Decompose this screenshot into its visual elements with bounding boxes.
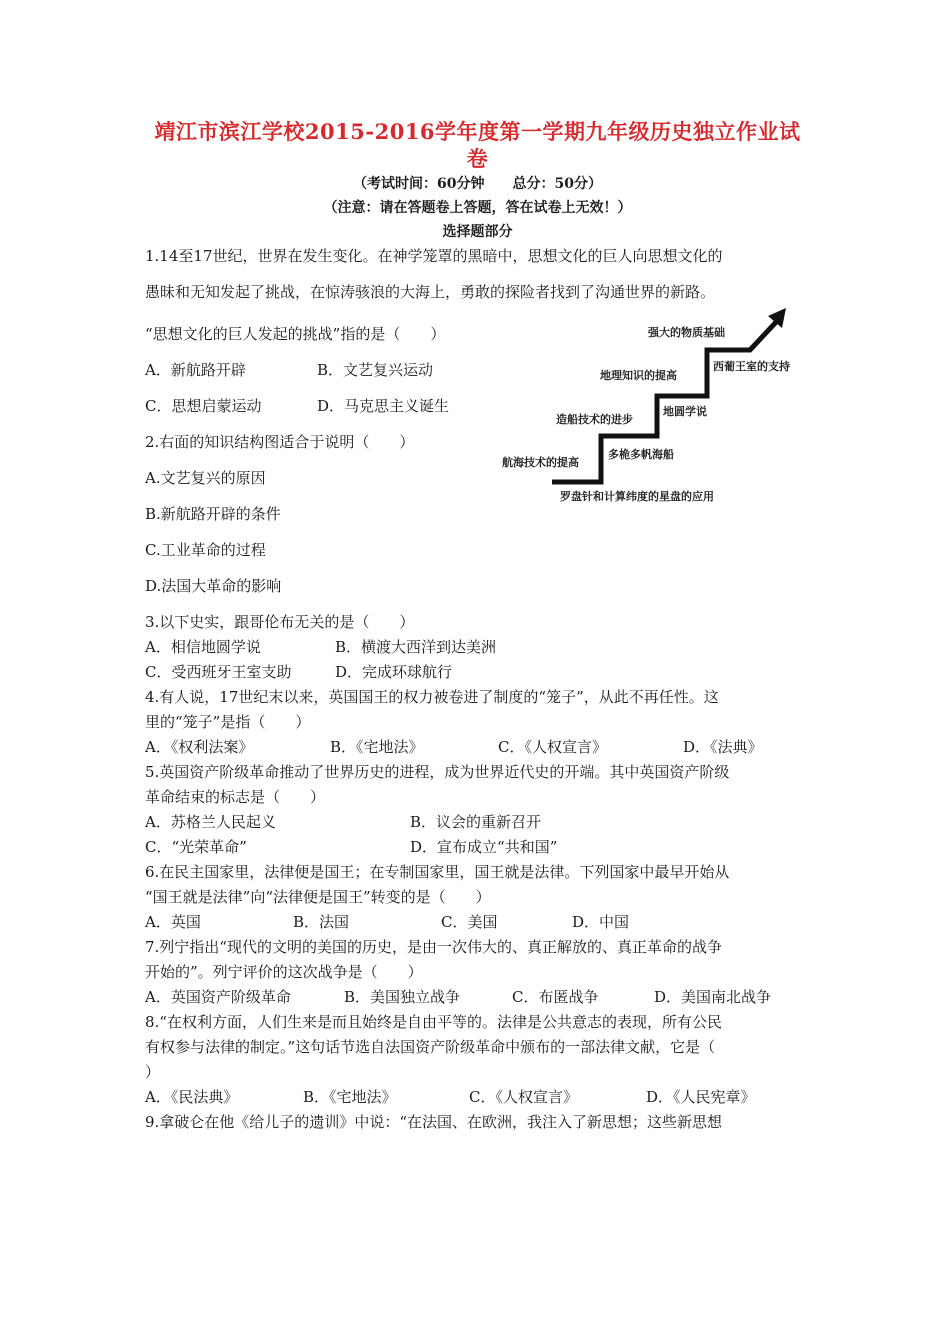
option-row [145, 835, 810, 860]
question-text: 9.拿破仑在他《给儿子的遗训》中说：“在法国、在欧洲，我注入了新思想；这些新思想 [145, 1113, 722, 1131]
knowledge-structure-diagram [500, 300, 810, 510]
exam-title: 靖江市滨江学校2015-2016学年度第一学期九年级历史独立作业试 卷 [154, 119, 801, 171]
question-text: ） [145, 1063, 161, 1081]
question-text: 有权参与法律的制定。”这句话节选自法国资产阶级革命中颁布的一部法律文献，它是（ [145, 1038, 716, 1056]
option-d: D．美国南北战争 [654, 988, 772, 1006]
option-b: B．议会的重新召开 [410, 813, 542, 831]
question-text: 革命结束的标志是（ ） [145, 788, 326, 806]
question-stem: “思想文化的巨人发起的挑战”指的是（ ） [145, 325, 446, 343]
option-d: D．中国 [572, 913, 630, 931]
option-row [145, 635, 810, 660]
exam-notice: （注意：请在答题卷上答题，答在试卷上无效！） [323, 200, 632, 216]
exam-info: （考试时间：60分钟 总分：50分） [353, 176, 602, 192]
option-a: A．《权利法案》 [145, 738, 254, 756]
option-b: B.新航路开辟的条件 [145, 505, 281, 523]
question-text: 愚昧和无知发起了挑战，在惊涛骇浪的大海上，勇敢的探险者找到了沟通世界的新路。 [145, 283, 716, 301]
question-6 [145, 860, 810, 935]
question-text: 5.英国资产阶级革命推动了世界历史的进程，成为世界近代史的开端。其中英国资产阶级 [145, 763, 730, 781]
option-row [145, 910, 810, 935]
option-c: C.工业革命的过程 [145, 541, 266, 559]
option-c: C．布匿战争 [512, 988, 599, 1006]
question-stem: 3.以下史实，跟哥伦布无关的是（ ） [145, 613, 415, 631]
question-text: 1.14至17世纪，世界在发生变化。在神学笼罩的黑暗中，思想文化的巨人向思想文化的 [145, 247, 723, 265]
label-r2: 地圆学说 [663, 405, 707, 418]
option-a: A．新航路开辟 [145, 361, 246, 379]
option-c: C．《人权宣言》 [498, 738, 607, 756]
question-text: 开始的”。列宁评价的这次战争是（ ） [145, 963, 423, 981]
label-r1: 多桅多帆海船 [608, 448, 674, 461]
option-row [145, 735, 810, 760]
question-3 [145, 610, 810, 685]
label-l1: 航海技术的提高 [502, 456, 579, 469]
option-a: A．苏格兰人民起义 [145, 813, 276, 831]
question-5 [145, 760, 810, 860]
question-text: 8.“在权利方面，人们生来是而且始终是自由平等的。法律是公共意志的表现，所有公民 [145, 1013, 722, 1031]
option-c: C．美国 [441, 913, 498, 931]
option-c: C．思想启蒙运动 [145, 397, 262, 415]
option-d: D．马克思主义诞生 [317, 397, 450, 415]
option-c: C．“光荣革命” [145, 838, 247, 856]
option-d: D．完成环球航行 [335, 663, 453, 681]
question-text: 里的“笼子”是指（ ） [145, 713, 311, 731]
option-b: B．横渡大西洋到达美洲 [335, 638, 497, 656]
question-text: “国王就是法律”向“法律便是国王”转变的是（ ） [145, 888, 491, 906]
label-l2: 造船技术的进步 [556, 413, 633, 426]
option-c: C．受西班牙王室支助 [145, 663, 292, 681]
label-r3: 西葡王室的支持 [713, 360, 790, 373]
staircase-diagram [500, 300, 810, 510]
question-9 [145, 1110, 810, 1135]
question-text: 6.在民主国家里，法律便是国王；在专制国家里，国王就是法律。下列国家中最早开始从 [145, 863, 730, 881]
question-4 [145, 685, 810, 760]
question-7 [145, 935, 810, 1010]
option-d: D．宣布成立“共和国” [410, 838, 558, 856]
option-b: B．文艺复兴运动 [317, 361, 434, 379]
option-c: C．《人权宣言》 [469, 1088, 578, 1106]
question-stem: 2.右面的知识结构图适合于说明（ ） [145, 433, 415, 451]
option-b: B．《宅地法》 [330, 738, 424, 756]
section-heading: 选择题部分 [442, 224, 513, 240]
option-row [145, 810, 810, 835]
exam-page [145, 118, 810, 1135]
question-text: 7.列宁指出“现代的文明的美国的历史，是由一次伟大的、真正解放的、真正革命的战争 [145, 938, 722, 956]
option-a: A．英国资产阶级革命 [145, 988, 291, 1006]
option-b: B．美国独立战争 [344, 988, 461, 1006]
option-d: D．《法典》 [683, 738, 763, 756]
option-d: D.法国大革命的影响 [145, 577, 282, 595]
option-a: A．相信地圆学说 [145, 638, 261, 656]
option-a: A.文艺复兴的原因 [145, 469, 266, 487]
option-b: B．法国 [293, 913, 350, 931]
option-a: A．英国 [145, 913, 201, 931]
option-a: A．《民法典》 [145, 1088, 239, 1106]
option-b: B．《宅地法》 [303, 1088, 397, 1106]
option-d: D．《人民宪章》 [646, 1088, 756, 1106]
option-row [145, 660, 810, 685]
option-row [145, 985, 810, 1010]
label-top: 强大的物质基础 [648, 326, 725, 339]
label-bottom: 罗盘针和计算纬度的星盘的应用 [560, 490, 714, 503]
option-row [145, 1085, 810, 1110]
label-l3: 地理知识的提高 [600, 369, 677, 382]
question-8 [145, 1010, 810, 1110]
question-text: 4.有人说，17世纪末以来，英国国王的权力被卷进了制度的“笼子”，从此不再任性。这 [145, 688, 719, 706]
